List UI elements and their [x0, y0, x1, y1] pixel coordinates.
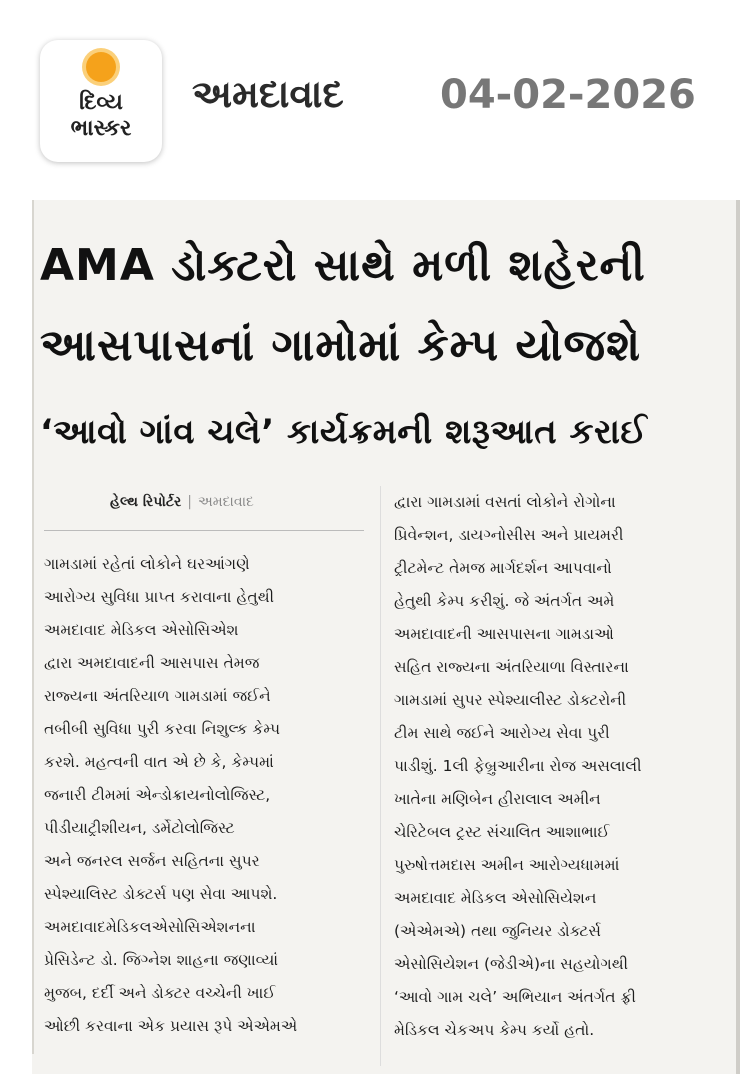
article-left-column [44, 548, 368, 1043]
article-right-column [394, 486, 728, 1047]
article-text-line: અમદાવાદમેડિકલએસોસિએશનના [44, 918, 256, 936]
article-text-line: ટ્રીટમેન્ટ તેમજ માર્ગદર્શન આપવાનો [394, 559, 612, 577]
article-text-line: પીડીયાટ્રીશીયન, ડર્મેટોલોજિસ્ટ [44, 819, 235, 837]
headline-line1: AMA ડોક્ટરો સાથે મળી શહેરની [40, 240, 646, 291]
article-text-line: રાજ્યના અંતરિયાળ ગામડામાં જઈને [44, 687, 271, 705]
article-text-line: ચેરિટેબલ ટ્રસ્ટ સંચાલિત આશાભાઈ [394, 823, 610, 841]
article-text-line: ટીમ સાથે જઈને આરોગ્ય સેવા પુરી [394, 724, 610, 742]
article-text-line: તબીબી સુવિધા પુરી કરવા નિશુલ્ક કેમ્પ [44, 720, 281, 738]
article-text-line: પ્રિવેન્શન, ડાયગ્નોસીસ અને પ્રાયમરી [394, 526, 624, 544]
article-text-line: પુરુષોત્તમદાસ અમીન આરોગ્યધામમાં [394, 856, 620, 874]
article-text-line: અમદાવાદની આસપાસના ગામડાઓ [394, 625, 614, 643]
article-text-line: દ્વારા અમદાવાદની આસપાસ તેમજ [44, 654, 260, 672]
article-text-line: આરોગ્ય સુવિધા પ્રાપ્ત કરાવાના હેતુથી [44, 588, 275, 606]
article-text-line: પાડીશું. 1લી ફેબ્રુઆરીના રોજ અસલાલી [394, 757, 642, 775]
edition-date: 04-02-2026 [440, 72, 696, 118]
byline [110, 494, 254, 510]
article-text-line: અમદાવાદ મેડિકલ એસોસિયેશન [394, 889, 597, 907]
article-text-line: અને જનરલ સર્જન સહિતના સુપર [44, 852, 260, 870]
subheadline: ‘આવો ગાંવ ચલે’ કાર્યક્રમની શરૂઆત કરાઈ [40, 412, 648, 452]
article-text-line: દ્વારા ગામડામાં વસતાં લોકોને રોગોના [394, 493, 616, 511]
article-text-line: ગામડામાં રહેતાં લોકોને ઘરઆંગણે [44, 555, 250, 573]
article-text-line: હેતુથી કેમ્પ કરીશું. જે અંતર્ગત અમે [394, 592, 615, 610]
byline-rule [44, 530, 364, 531]
article-text-line: સહિત રાજ્યના અંતરિયાળા વિસ્તારના [394, 658, 629, 676]
article-text-line: સ્પેશ્યાલિસ્ટ ડોક્ટર્સ પણ સેવા આપશે. [44, 885, 278, 903]
byline-separator: | [187, 494, 192, 510]
article-text-line: ‘આવો ગામ ચલે’ અભિયાન અંતર્ગત ફ્રી [394, 988, 636, 1006]
article-text-line: ખાતેના મણિબેન હીરાલાલ અમીન [394, 790, 601, 808]
headline-line2: આસપાસનાં ગામોમાં કેમ્પ યોજશે [40, 320, 642, 371]
byline-location: અમદાવાદ [197, 494, 254, 510]
logo-text-line2: ભાસ્કર [70, 116, 132, 141]
clipping-left-edge [32, 200, 34, 1054]
column-divider [380, 486, 381, 1066]
article-text-line: મેડિકલ ચેકઅપ કેમ્પ કર્યો હતો. [394, 1021, 595, 1039]
logo-text-line1: દિવ્ય [79, 90, 123, 115]
sun-icon [86, 52, 116, 82]
article-text-line: મુજબ, દર્દી અને ડોક્ટર વચ્ચેની ખાઈ [44, 984, 276, 1002]
app-header [0, 0, 740, 200]
byline-author: હેલ્થ રિપોર્ટર [110, 494, 182, 510]
article-text-line: (એએમએ) તથા જુનિયર ડોક્ટર્સ [394, 922, 601, 940]
edition-city: અમદાવાદ [192, 72, 344, 116]
article-text-line: એસોસિયેશન (જેડીએ)ના સહયોગથી [394, 955, 629, 973]
divya-bhaskar-logo[interactable] [40, 40, 162, 162]
article-text-line: અમદાવાદ મેડિકલ એસોસિએશ [44, 621, 239, 639]
article-text-line: ઓછી કરવાના એક પ્રયાસ રૂપે એએમએ [44, 1017, 298, 1035]
clipping-right-edge [736, 200, 740, 1074]
article-text-line: પ્રેસિડેન્ટ ડો. જિગ્નેશ શાહના જણાવ્યાં [44, 951, 279, 969]
article-text-line: જનારી ટીમમાં એન્ડોક્રાયનોલોજિસ્ટ, [44, 786, 271, 804]
article-text-line: કરશે. મહત્વની વાત એ છે કે, કેમ્પમાં [44, 753, 274, 771]
article-text-line: ગામડામાં સુપર સ્પેશ્યાલીસ્ટ ડોક્ટરોની [394, 691, 627, 709]
